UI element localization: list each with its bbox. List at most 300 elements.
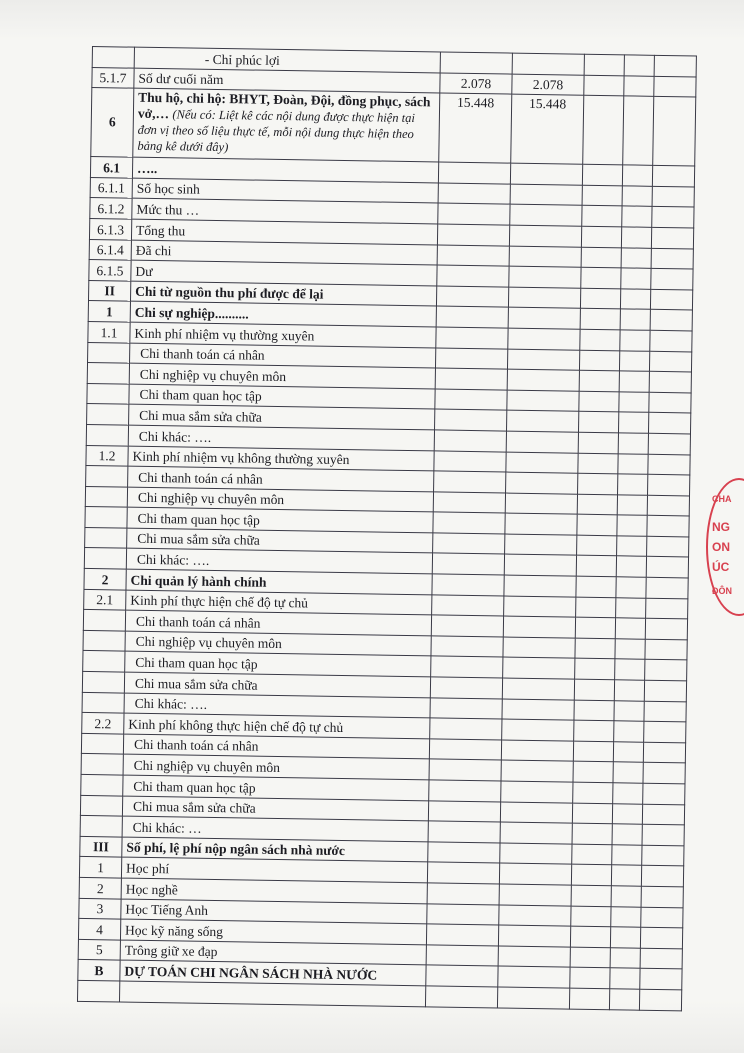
- value-cell-v2: [502, 678, 574, 700]
- empty-cell: [612, 824, 642, 845]
- row-number-cell: [80, 795, 122, 816]
- empty-cell: [611, 865, 641, 886]
- row-content-cell: Học kỹ năng sống: [120, 919, 426, 944]
- empty-cell: [622, 165, 652, 186]
- value-cell-v2: [512, 53, 584, 75]
- row-number-cell: [87, 363, 129, 384]
- value-cell-v1: [432, 553, 504, 575]
- value-cell-v2: [508, 307, 580, 329]
- empty-cell: [618, 433, 648, 454]
- empty-cell: [647, 516, 689, 537]
- empty-cell: [652, 186, 694, 207]
- row-number-cell: 2: [79, 877, 121, 898]
- value-cell-v2: [499, 863, 571, 885]
- empty-cell: [651, 248, 693, 269]
- empty-cell: [580, 329, 620, 350]
- value-cell-v2: [510, 204, 582, 226]
- value-cell-v2: [498, 966, 570, 988]
- empty-cell: [618, 453, 648, 474]
- row-content-cell: Chi mua sắm sửa chữa: [129, 404, 435, 429]
- value-cell-v1: [437, 245, 509, 267]
- empty-cell: [573, 741, 613, 762]
- row-content-cell: …..: [132, 157, 438, 182]
- empty-cell: [584, 54, 624, 75]
- row-number-cell: [85, 507, 127, 528]
- empty-cell: [614, 680, 644, 701]
- value-cell-v2: [506, 452, 578, 474]
- value-cell-v2: [509, 246, 581, 268]
- empty-cell: [609, 989, 639, 1010]
- value-cell-v1: [440, 52, 512, 74]
- empty-cell: [620, 330, 650, 351]
- value-cell-v1: [435, 389, 507, 411]
- value-cell-v2: [505, 534, 577, 556]
- value-cell-v2: 2.078: [512, 74, 584, 96]
- empty-cell: [622, 186, 652, 207]
- row-number-cell: [86, 466, 128, 487]
- row-content-cell: Chi thanh toán cá nhân: [130, 343, 436, 368]
- empty-cell: [573, 762, 613, 783]
- empty-cell: [582, 206, 622, 227]
- empty-cell: [616, 556, 646, 577]
- empty-cell: [570, 947, 610, 968]
- row-content-cell: Học phí: [121, 857, 427, 882]
- value-cell-v2: [503, 637, 575, 659]
- empty-cell: [654, 76, 696, 97]
- row-content-cell: Học Tiếng Anh: [121, 899, 427, 924]
- empty-cell: [644, 680, 686, 701]
- row-content-cell: Chi mua sắm sửa chữa: [127, 528, 433, 553]
- row-number-cell: 1.1: [88, 321, 130, 342]
- empty-cell: [641, 907, 683, 928]
- row-number-cell: 1: [79, 857, 121, 878]
- row-content-cell: Học nghề: [121, 878, 427, 903]
- empty-cell: [582, 185, 622, 206]
- row-number-cell: [85, 486, 127, 507]
- value-cell-v1: [425, 986, 497, 1008]
- empty-cell: [581, 247, 621, 268]
- empty-cell: [576, 556, 616, 577]
- empty-cell: [645, 639, 687, 660]
- row-number-cell: [80, 816, 122, 837]
- empty-cell: [570, 967, 610, 988]
- empty-cell: [652, 166, 694, 187]
- row-number-cell: 6.1.5: [89, 260, 131, 281]
- empty-cell: [648, 474, 690, 495]
- empty-cell: [614, 700, 644, 721]
- empty-cell: [641, 886, 683, 907]
- value-cell-v2: [499, 884, 571, 906]
- empty-cell: [571, 906, 611, 927]
- empty-cell: [644, 721, 686, 742]
- value-cell-v1: [433, 533, 505, 555]
- row-content-cell: Chi nghiệp vụ chuyên môn: [123, 754, 429, 779]
- row-number-cell: 3: [79, 898, 121, 919]
- empty-cell: [621, 268, 651, 289]
- empty-cell: [616, 577, 646, 598]
- stamp-text: ON: [712, 540, 730, 554]
- empty-cell: [621, 227, 651, 248]
- empty-cell: [651, 268, 693, 289]
- budget-table: [77, 46, 697, 1011]
- row-number-cell: 6.1.4: [89, 239, 131, 260]
- empty-cell: [649, 392, 691, 413]
- row-number-cell: 6.1.2: [90, 198, 132, 219]
- empty-cell: [654, 55, 696, 76]
- row-content-cell: - Chỉ phúc lợi: [134, 47, 440, 72]
- row-number-cell: 1.2: [86, 445, 128, 466]
- row-number-cell: B: [78, 960, 120, 981]
- empty-cell: [575, 659, 615, 680]
- value-cell-v1: 15.448: [439, 93, 512, 163]
- empty-cell: [647, 495, 689, 516]
- table-body: [77, 47, 696, 1011]
- empty-cell: [653, 97, 696, 167]
- row-content-cell: Chi sự nghiệp..........: [130, 301, 436, 326]
- empty-cell: [571, 885, 611, 906]
- empty-cell: [576, 597, 616, 618]
- value-cell-v1: [429, 780, 501, 802]
- empty-cell: [574, 679, 614, 700]
- empty-cell: [640, 969, 682, 990]
- empty-cell: [577, 514, 617, 535]
- row-number-cell: III: [80, 836, 122, 857]
- value-cell-v1: [435, 368, 507, 390]
- value-cell-v1: [428, 800, 500, 822]
- row-content-cell: Chi khác: ….: [128, 425, 434, 450]
- row-content-cell: Chi thanh toán cá nhân: [123, 734, 429, 759]
- value-cell-v1: [429, 759, 501, 781]
- value-cell-v2: [501, 740, 573, 762]
- value-cell-v2: [507, 369, 579, 391]
- empty-cell: [618, 474, 648, 495]
- empty-cell: [579, 391, 619, 412]
- empty-cell: [624, 55, 654, 76]
- value-cell-v2: [500, 802, 572, 824]
- empty-cell: [613, 742, 643, 763]
- row-content-cell: [119, 981, 425, 1006]
- value-cell-v1: [430, 698, 502, 720]
- empty-cell: [646, 557, 688, 578]
- row-number-cell: 5: [78, 939, 120, 960]
- row-content-cell: Chi quản lý hành chính: [126, 569, 432, 594]
- row-content-cell: Đã chi: [131, 240, 437, 265]
- row-content-cell: Chi thanh toán cá nhân: [125, 610, 431, 635]
- empty-cell: [650, 310, 692, 331]
- row-content-cell: Kinh phí thực hiện chế độ tự chủ: [126, 590, 432, 615]
- value-cell-v2: [498, 925, 570, 947]
- empty-cell: [620, 309, 650, 330]
- row-content-cell: Chi khác: …: [122, 816, 428, 841]
- row-content-cell: Dư: [131, 260, 437, 285]
- empty-cell: [622, 206, 652, 227]
- empty-cell: [643, 763, 685, 784]
- empty-cell: [575, 617, 615, 638]
- empty-cell: [639, 989, 681, 1010]
- empty-cell: [615, 659, 645, 680]
- value-cell-v1: [432, 595, 504, 617]
- value-cell-v2: [504, 555, 576, 577]
- row-number-cell: [83, 610, 125, 631]
- value-cell-v2: 15.448: [511, 94, 584, 164]
- empty-cell: [582, 164, 622, 185]
- row-content-cell: DỰ TOÁN CHI NGÂN SÁCH NHÀ NƯỚC: [120, 960, 426, 985]
- value-cell-v1: [433, 492, 505, 514]
- value-cell-v2: [498, 946, 570, 968]
- empty-cell: [623, 96, 654, 165]
- row-number-cell: [88, 342, 130, 363]
- row-content-cell: Chi khác: ….: [126, 549, 432, 574]
- row-number-cell: [83, 651, 125, 672]
- empty-cell: [652, 207, 694, 228]
- value-cell-v2: [500, 843, 572, 865]
- empty-cell: [640, 948, 682, 969]
- value-cell-v2: [506, 472, 578, 494]
- value-cell-v1: [432, 574, 504, 596]
- row-number-cell: 6.1: [90, 157, 132, 178]
- empty-cell: [646, 598, 688, 619]
- row-number-cell: [81, 733, 123, 754]
- empty-cell: [610, 927, 640, 948]
- empty-cell: [618, 412, 648, 433]
- row-content-cell: Chi từ nguồn thu phí được để lại: [130, 281, 436, 306]
- empty-cell: [612, 845, 642, 866]
- row-content-cell: Chi thanh toán cá nhân: [128, 466, 434, 491]
- empty-cell: [578, 412, 618, 433]
- empty-cell: [584, 75, 624, 96]
- empty-cell: [615, 639, 645, 660]
- row-number-cell: II: [88, 280, 130, 301]
- value-cell-v1: [438, 203, 510, 225]
- empty-cell: [579, 370, 619, 391]
- value-cell-v1: [434, 450, 506, 472]
- stamp-text: ÚC: [712, 560, 730, 574]
- row-content-cell: [133, 88, 440, 162]
- empty-cell: [610, 948, 640, 969]
- empty-cell: [649, 351, 691, 372]
- value-cell-v2: [507, 349, 579, 371]
- value-cell-v1: [436, 327, 508, 349]
- row-content-cell: Số học sinh: [132, 178, 438, 203]
- empty-cell: [571, 865, 611, 886]
- empty-cell: [648, 413, 690, 434]
- row-content-cell: Chi tham quan học tập: [125, 652, 431, 677]
- empty-cell: [578, 453, 618, 474]
- empty-cell: [612, 803, 642, 824]
- empty-cell: [648, 454, 690, 475]
- empty-cell: [617, 536, 647, 557]
- row-number-cell: [92, 47, 134, 68]
- empty-cell: [643, 783, 685, 804]
- value-cell-v1: [433, 512, 505, 534]
- empty-cell: [573, 782, 613, 803]
- empty-cell: [578, 432, 618, 453]
- row-content-cell: Chi mua sắm sửa chữa: [124, 672, 430, 697]
- value-cell-v2: [508, 287, 580, 309]
- empty-cell: [615, 618, 645, 639]
- value-cell-v2: [508, 328, 580, 350]
- empty-cell: [619, 392, 649, 413]
- value-cell-v2: [510, 184, 582, 206]
- empty-cell: [574, 700, 614, 721]
- value-cell-v1: [431, 636, 503, 658]
- row-content-cell: Chi nghiệp vụ chuyên môn: [129, 363, 435, 388]
- value-cell-v1: [434, 471, 506, 493]
- red-seal-stamp: [706, 478, 744, 616]
- empty-cell: [646, 577, 688, 598]
- value-cell-v1: 2.078: [440, 73, 512, 95]
- empty-cell: [643, 742, 685, 763]
- row-number-cell: [77, 980, 119, 1001]
- empty-cell: [642, 824, 684, 845]
- empty-cell: [650, 330, 692, 351]
- value-cell-v2: [504, 596, 576, 618]
- row-number-cell: 5.1.7: [92, 67, 134, 88]
- empty-cell: [580, 288, 620, 309]
- value-cell-v2: [509, 266, 581, 288]
- empty-cell: [647, 536, 689, 557]
- row-number-cell: [81, 774, 123, 795]
- value-cell-v1: [427, 862, 499, 884]
- row-content-cell: Số dư cuối năm: [134, 68, 440, 93]
- empty-cell: [574, 720, 614, 741]
- row-content-cell: Kinh phí nhiệm vụ thường xuyên: [130, 322, 436, 347]
- value-cell-v1: [436, 286, 508, 308]
- value-cell-v2: [505, 513, 577, 535]
- value-cell-v1: [427, 903, 499, 925]
- value-cell-v1: [437, 265, 509, 287]
- empty-cell: [611, 906, 641, 927]
- value-cell-v2: [507, 390, 579, 412]
- value-cell-v2: [503, 616, 575, 638]
- empty-cell: [621, 247, 651, 268]
- row-content-cell: Chi nghiệp vụ chuyên môn: [125, 631, 431, 656]
- row-content-cell: Kinh phí nhiệm vụ không thường xuyên: [128, 446, 434, 471]
- value-cell-v2: [502, 719, 574, 741]
- value-cell-v1: [426, 924, 498, 946]
- empty-cell: [610, 968, 640, 989]
- empty-cell: [613, 762, 643, 783]
- value-cell-v1: [435, 409, 507, 431]
- stamp-text: NG: [712, 520, 730, 534]
- row-number-cell: [81, 754, 123, 775]
- empty-cell: [569, 988, 609, 1009]
- empty-cell: [642, 804, 684, 825]
- empty-cell: [644, 701, 686, 722]
- stamp-text: CHA: [712, 494, 732, 504]
- row-number-cell: [82, 671, 124, 692]
- row-content-cell: Kinh phí không thực hiện chế độ tự chủ: [124, 713, 430, 738]
- value-cell-v1: [431, 656, 503, 678]
- value-cell-v2: [497, 987, 569, 1009]
- empty-cell: [624, 75, 654, 96]
- empty-cell: [619, 350, 649, 371]
- row-content-cell: Mức thu …: [132, 199, 438, 224]
- row-content-cell: Chi nghiệp vụ chuyên môn: [127, 487, 433, 512]
- empty-cell: [651, 227, 693, 248]
- empty-cell: [617, 515, 647, 536]
- row-content-cell: Trông giữ xe đạp: [120, 940, 426, 965]
- value-cell-v1: [430, 677, 502, 699]
- empty-cell: [649, 371, 691, 392]
- row-number-cell: [85, 527, 127, 548]
- value-cell-v2: [503, 657, 575, 679]
- empty-cell: [575, 638, 615, 659]
- row-number-cell: 2.1: [84, 589, 126, 610]
- empty-cell: [645, 660, 687, 681]
- value-cell-v2: [502, 699, 574, 721]
- value-cell-v1: [434, 430, 506, 452]
- row-number-cell: [87, 404, 129, 425]
- empty-cell: [640, 927, 682, 948]
- empty-cell: [581, 267, 621, 288]
- row-number-cell: 6.1.3: [89, 218, 131, 239]
- row-number-cell: 1: [88, 301, 130, 322]
- empty-cell: [613, 783, 643, 804]
- value-cell-v1: [429, 739, 501, 761]
- row-number-cell: 6: [91, 88, 134, 158]
- empty-cell: [648, 433, 690, 454]
- row-number-cell: [84, 548, 126, 569]
- value-cell-v2: [500, 822, 572, 844]
- empty-cell: [611, 886, 641, 907]
- value-cell-v1: [426, 945, 498, 967]
- value-cell-v2: [499, 905, 571, 927]
- empty-cell: [616, 597, 646, 618]
- empty-cell: [645, 619, 687, 640]
- empty-cell: [577, 535, 617, 556]
- empty-cell: [578, 473, 618, 494]
- row-number-cell: [83, 630, 125, 651]
- value-cell-v1: [426, 965, 498, 987]
- empty-cell: [572, 844, 612, 865]
- table-row: [91, 88, 696, 166]
- empty-cell: [614, 721, 644, 742]
- row-content-note: (Nếu có: Liệt kê các nội dung được thực hiện tại đơn vị theo số liệu thực tế, mỗi nội dung thực hiện theo bảng kê dưới đây): [137, 107, 415, 155]
- value-cell-v1: [437, 224, 509, 246]
- empty-cell: [617, 494, 647, 515]
- empty-cell: [620, 289, 650, 310]
- budget-table-container: [77, 46, 697, 1011]
- value-cell-v2: [501, 760, 573, 782]
- empty-cell: [570, 926, 610, 947]
- empty-cell: [577, 494, 617, 515]
- value-cell-v1: [428, 842, 500, 864]
- value-cell-v1: [435, 347, 507, 369]
- row-number-cell: 4: [78, 919, 120, 940]
- empty-cell: [641, 866, 683, 887]
- row-content-cell: Chi khác: ….: [124, 693, 430, 718]
- row-content-lead: Thu hộ, chi hộ: BHYT, Đoàn, Đội, đồng phục, sách vở,…: [137, 89, 431, 122]
- row-content-cell: Chi tham quan học tập: [127, 507, 433, 532]
- empty-cell: [576, 576, 616, 597]
- row-number-cell: 2.2: [82, 713, 124, 734]
- row-content-cell: Chi tham quan học tập: [123, 775, 429, 800]
- empty-cell: [619, 371, 649, 392]
- row-content-cell: Số phí, lệ phí nộp ngân sách nhà nước: [122, 837, 428, 862]
- row-number-cell: [87, 383, 129, 404]
- value-cell-v2: [501, 781, 573, 803]
- value-cell-v2: [507, 410, 579, 432]
- empty-cell: [583, 95, 624, 165]
- value-cell-v1: [427, 883, 499, 905]
- value-cell-v2: [505, 493, 577, 515]
- empty-cell: [580, 309, 620, 330]
- row-content-cell: Chi mua sắm sửa chữa: [122, 796, 428, 821]
- value-cell-v2: [506, 431, 578, 453]
- value-cell-v1: [438, 183, 510, 205]
- empty-cell: [572, 803, 612, 824]
